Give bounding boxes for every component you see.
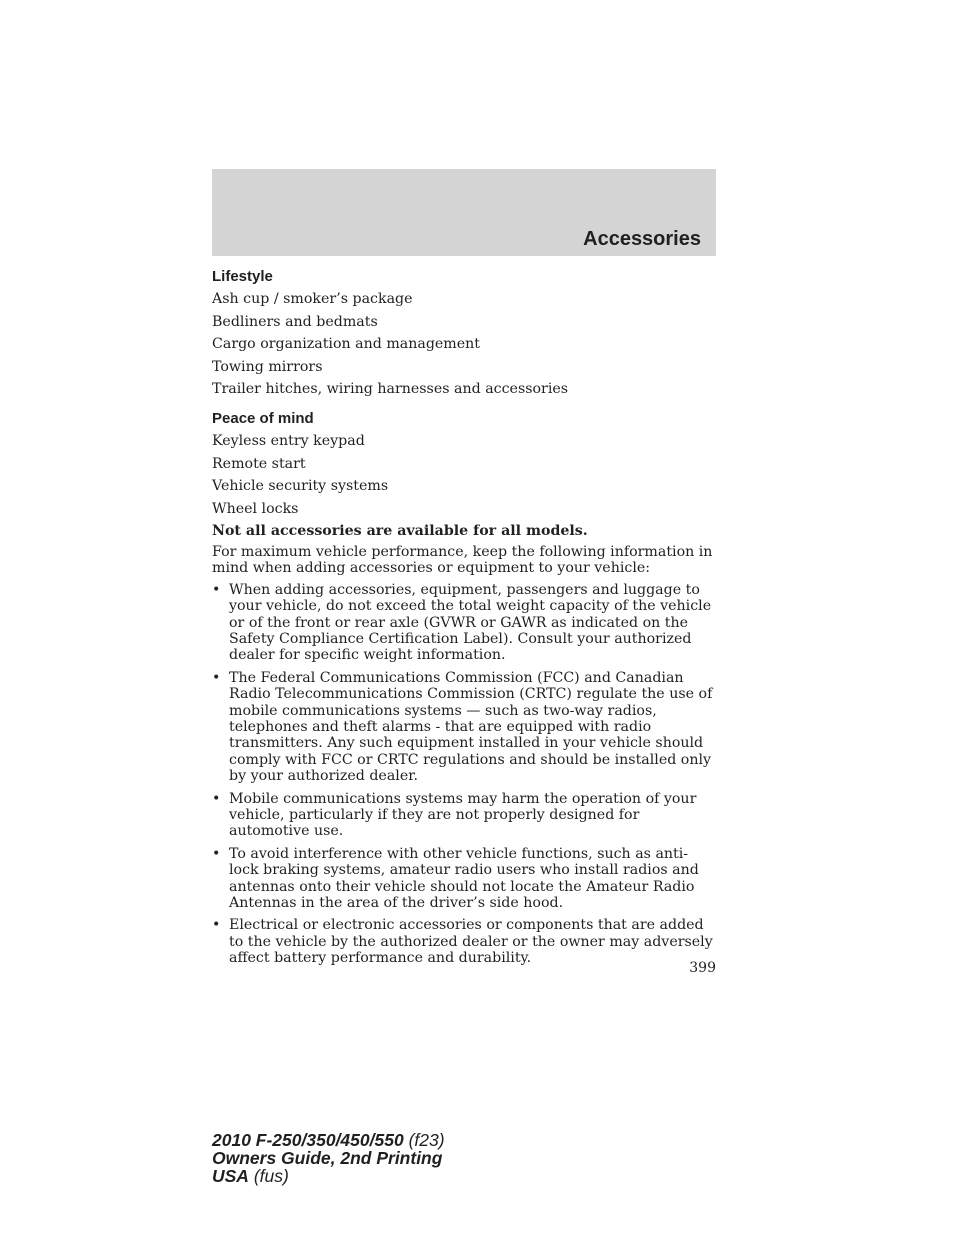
lifestyle-item: Trailer hitches, wiring harnesses and accessories xyxy=(212,381,569,398)
accessory-guidelines-list xyxy=(212,582,716,967)
peace-of-mind-item: Keyless entry keypad xyxy=(212,432,365,449)
list-item xyxy=(212,582,716,664)
peace-of-mind-item: Remote start xyxy=(212,455,306,472)
bullet-icon: • xyxy=(212,917,221,934)
list-item xyxy=(212,846,716,912)
list-item xyxy=(212,670,716,785)
lifestyle-item: Cargo organization and management xyxy=(212,336,480,353)
list-item-text: Electrical or electronic accessories or components that are added to the vehicle by the authorized dealer or the owner may adversely affect battery performance and durability. xyxy=(229,917,713,967)
list-item-text: When adding accessories, equipment, passengers and luggage to your vehicle, do not exceed the total weight capacity of the vehicle or of the front or rear axle (GVWR or GAWR as indicated on the Safety Compliance Certification Label). Consult your authorized dealer for specific weight information. xyxy=(229,581,712,664)
section-title: Accessories xyxy=(583,228,701,250)
footer-region-code: (fus) xyxy=(248,1166,289,1186)
document-footer xyxy=(212,1131,445,1185)
page-number: 399 xyxy=(689,960,716,976)
footer-region-line xyxy=(212,1167,445,1185)
peace-of-mind-item: Wheel locks xyxy=(212,500,299,517)
list-item-text: The Federal Communications Commission (FCC) and Canadian Radio Telecommunications Commission (CRTC) regulate the use of mobile communications systems — such as two-way radios, telephones and theft alarms - that are equipped with radio transmitters. Any such equipment installed in your vehicle should comply with FCC or CRTC regulations and should be installed only by your authorized dealer. xyxy=(229,669,713,785)
footer-model-line xyxy=(212,1131,445,1149)
footer-region: USA xyxy=(212,1166,249,1186)
footer-model: 2010 F-250/350/450/550 xyxy=(212,1130,404,1150)
lifestyle-item: Ash cup / smoker’s package xyxy=(212,291,413,307)
availability-note: Not all accessories are available for all models. xyxy=(212,523,588,540)
footer-edition: Owners Guide, 2nd Printing xyxy=(212,1148,443,1168)
lifestyle-heading: Lifestyle xyxy=(212,268,273,285)
bullet-icon: • xyxy=(212,581,221,598)
footer-model-code: (f23) xyxy=(403,1130,445,1150)
bullet-icon: • xyxy=(212,669,221,686)
list-item-text: Mobile communications systems may harm the operation of your vehicle, particularly if they are not properly designed for automotive use. xyxy=(229,790,697,840)
page-content xyxy=(212,266,716,973)
lifestyle-item: Towing mirrors xyxy=(212,358,323,375)
lifestyle-item: Bedliners and bedmats xyxy=(212,313,378,330)
intro-paragraph: For maximum vehicle performance, keep the following information in mind when adding accessories or equipment to your vehicle: xyxy=(212,543,713,577)
peace-of-mind-item: Vehicle security systems xyxy=(212,478,389,495)
list-item-text: To avoid interference with other vehicle functions, such as anti-lock braking systems, amateur radio users who install radios and antennas onto their vehicle should not locate the Amateur Radio Antennas in the area of the driver’s side hood. xyxy=(229,845,699,912)
list-item xyxy=(212,791,716,840)
bullet-icon: • xyxy=(212,845,221,862)
peace-of-mind-heading: Peace of mind xyxy=(212,409,314,427)
list-item xyxy=(212,917,716,966)
bullet-icon: • xyxy=(212,790,221,807)
section-header-band xyxy=(212,169,716,256)
